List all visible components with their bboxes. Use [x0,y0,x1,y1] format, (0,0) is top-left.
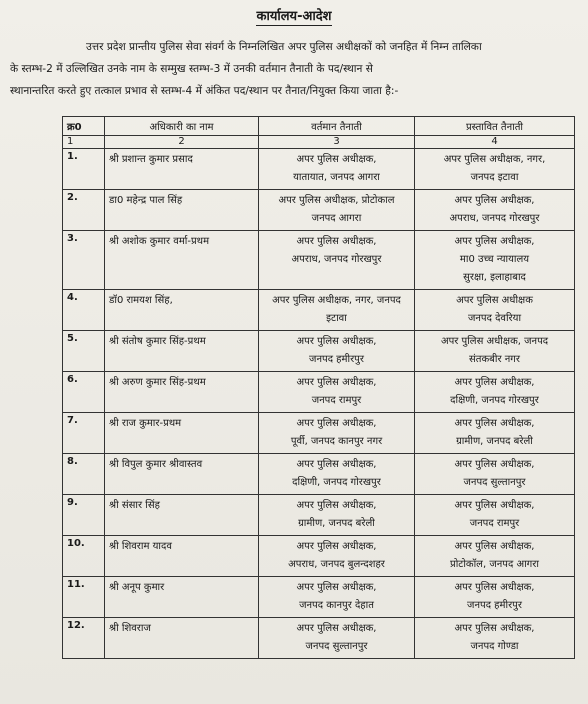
table-row [63,618,575,659]
table-row [63,495,575,536]
proposed-posting-cell [415,577,575,618]
proposed-posting-line: अपर पुलिस अधीक्षक, [454,236,535,247]
proposed-posting-line: जनपद रामपुर [469,518,520,529]
officer-name-cell: श्री संतोष कुमार सिंह-प्रथम [105,331,259,372]
proposed-posting-line: दक्षिणी, जनपद गोरखपुर [450,395,539,406]
proposed-posting-line: अपर पुलिस अधीक्षक, [454,418,535,429]
current-posting-line: यातायात, जनपद आगरा [293,172,380,183]
proposed-posting-line: जनपद गोण्डा [470,641,519,652]
current-posting-line: जनपद सुल्तानपुर [305,641,368,652]
table-row [63,231,575,290]
current-posting-line: अपर पुलिस अधीक्षक, [296,500,377,511]
current-posting-line: अपर पुलिस अधीक्षक, [296,623,377,634]
current-posting-line: जनपद कानपुर देहात [299,600,374,611]
current-posting-line: पूर्वी, जनपद कानपुर नगर [290,436,383,447]
table-row [63,454,575,495]
current-posting-cell [259,290,415,331]
current-posting-line: अपर पुलिस अधीक्षक, [296,336,377,347]
proposed-posting-line: अपर पुलिस अधीक्षक, जनपद [440,336,549,347]
current-posting-cell [259,413,415,454]
column-number-row [63,136,575,149]
order-title [0,6,588,24]
intro-line-3: स्थानान्तरित करते हुए तत्काल प्रभाव से स्तम्भ-4 में अंकित पद/स्थान पर तैनात/नियुक्त किया जाता है:- [10,85,399,97]
proposed-posting-line: ग्रामीण, जनपद बरेली [456,436,533,447]
intro-paragraph [10,36,574,102]
column-number: 1 [63,136,105,149]
officer-name-cell: श्री शिवराज [105,618,259,659]
current-posting-cell [259,149,415,190]
table-body [63,149,575,659]
header-serial: क्र0 [63,117,105,136]
current-posting-cell [259,372,415,413]
serial-number-cell: 1. [63,149,105,190]
current-posting-line: इटावा [326,313,347,324]
officer-name-cell: डॉ0 रामयश सिंह, [105,290,259,331]
proposed-posting-line: अपर पुलिस अधीक्षक, [454,377,535,388]
table-header-row [63,117,575,136]
current-posting-line: अपर पुलिस अधीक्षक, [296,236,377,247]
current-posting-line: अपर पुलिस अधीक्षक, [296,459,377,470]
current-posting-line: अपर पुलिस अधीक्षक, [296,582,377,593]
proposed-posting-line: जनपद हमीरपुर [467,600,522,611]
current-posting-cell [259,495,415,536]
proposed-posting-line: प्रोटोकॉल, जनपद आगरा [450,559,539,570]
current-posting-line: जनपद आगरा [311,213,362,224]
proposed-posting-line: जनपद देवरिया [467,313,522,324]
serial-number-cell: 6. [63,372,105,413]
proposed-posting-cell [415,290,575,331]
proposed-posting-cell [415,149,575,190]
column-number: 2 [105,136,259,149]
table-row [63,149,575,190]
current-posting-cell [259,536,415,577]
current-posting-line: अपर पुलिस अधीक्षक, [296,377,377,388]
table-row [63,536,575,577]
proposed-posting-cell [415,454,575,495]
serial-number-cell: 8. [63,454,105,495]
proposed-posting-line: जनपद सुल्तानपुर [463,477,526,488]
column-number: 4 [415,136,575,149]
current-posting-line: अपराध, जनपद गोरखपुर [291,254,382,265]
proposed-posting-cell [415,618,575,659]
proposed-posting-cell [415,372,575,413]
serial-number-cell: 4. [63,290,105,331]
officer-name-cell: श्री विपुल कुमार श्रीवास्तव [105,454,259,495]
table-row [63,577,575,618]
current-posting-cell [259,618,415,659]
serial-number-cell: 12. [63,618,105,659]
proposed-posting-line: अपर पुलिस अधीक्षक, [454,195,535,206]
current-posting-line: अपर पुलिस अधीक्षक, [296,541,377,552]
proposed-posting-line: अपर पुलिस अधीक्षक, [454,541,535,552]
current-posting-cell [259,231,415,290]
proposed-posting-cell [415,231,575,290]
current-posting-line: जनपद रामपुर [311,395,362,406]
header-proposed-posting: प्रस्तावित तैनाती [415,117,575,136]
officer-name-cell: डा0 महेन्द्र पाल सिंह [105,190,259,231]
proposed-posting-line: अपर पुलिस अधीक्षक, [454,459,535,470]
proposed-posting-cell [415,331,575,372]
header-current-posting: वर्तमान तैनाती [259,117,415,136]
serial-number-cell: 10. [63,536,105,577]
officer-name-cell: श्री अरुण कुमार सिंह-प्रथम [105,372,259,413]
header-officer-name: अधिकारी का नाम [105,117,259,136]
proposed-posting-line: अपराध, जनपद गोरखपुर [449,213,540,224]
officer-name-cell: श्री प्रशान्त कुमार प्रसाद [105,149,259,190]
proposed-posting-cell [415,495,575,536]
proposed-posting-line: मा0 उच्च न्यायालय [459,254,530,265]
current-posting-line: अपर पुलिस अधीक्षक, नगर, जनपद [272,295,401,306]
officer-name-cell: श्री राज कुमार-प्रथम [105,413,259,454]
proposed-posting-cell [415,190,575,231]
transfer-table [62,116,575,659]
serial-number-cell: 2. [63,190,105,231]
current-posting-cell [259,577,415,618]
current-posting-line: ग्रामीण, जनपद बरेली [298,518,375,529]
proposed-posting-cell [415,536,575,577]
order-title-text: कार्यालय-आदेश [256,9,332,24]
serial-number-cell: 9. [63,495,105,536]
table-row [63,190,575,231]
intro-line-2: के स्तम्भ-2 में उल्लिखित उनके नाम के सम्मुख स्तम्भ-3 में उनकी वर्तमान तैनाती के पद/स्थान से [10,63,373,75]
current-posting-line: अपर पुलिस अधीक्षक, प्रोटोकाल [278,195,395,206]
current-posting-line: दक्षिणी, जनपद गोरखपुर [292,477,381,488]
current-posting-cell [259,454,415,495]
officer-name-cell: श्री संसार सिंह [105,495,259,536]
proposed-posting-line: जनपद इटावा [470,172,519,183]
proposed-posting-line: अपर पुलिस अधीक्षक, नगर, [443,154,546,165]
current-posting-line: अपराध, जनपद बुलन्दशहर [288,559,385,570]
officer-name-cell: श्री अनूप कुमार [105,577,259,618]
serial-number-cell: 7. [63,413,105,454]
table-row [63,331,575,372]
proposed-posting-line: अपर पुलिस अधीक्षक, [454,623,535,634]
serial-number-cell: 11. [63,577,105,618]
current-posting-cell [259,190,415,231]
officer-name-cell: श्री अशोक कुमार वर्मा-प्रथम [105,231,259,290]
proposed-posting-line: अपर पुलिस अधीक्षक [456,295,533,306]
officer-name-cell: श्री शिवराम यादव [105,536,259,577]
current-posting-line: अपर पुलिस अधीक्षक, [296,418,377,429]
table-row [63,290,575,331]
current-posting-cell [259,331,415,372]
column-number: 3 [259,136,415,149]
intro-line-1: उत्तर प्रदेश प्रान्तीय पुलिस सेवा संवर्ग के निम्नलिखित अपर पुलिस अधीक्षकों को जनहित में निम्न तालिका [86,41,482,53]
current-posting-line: अपर पुलिस अधीक्षक, [296,154,377,165]
proposed-posting-line: सुरक्षा, इलाहाबाद [463,272,526,283]
proposed-posting-cell [415,413,575,454]
table-row [63,372,575,413]
proposed-posting-line: अपर पुलिस अधीक्षक, [454,500,535,511]
proposed-posting-line: संतकबीर नगर [469,354,520,365]
serial-number-cell: 3. [63,231,105,290]
table-row [63,413,575,454]
current-posting-line: जनपद हमीरपुर [309,354,364,365]
proposed-posting-line: अपर पुलिस अधीक्षक, [454,582,535,593]
serial-number-cell: 5. [63,331,105,372]
